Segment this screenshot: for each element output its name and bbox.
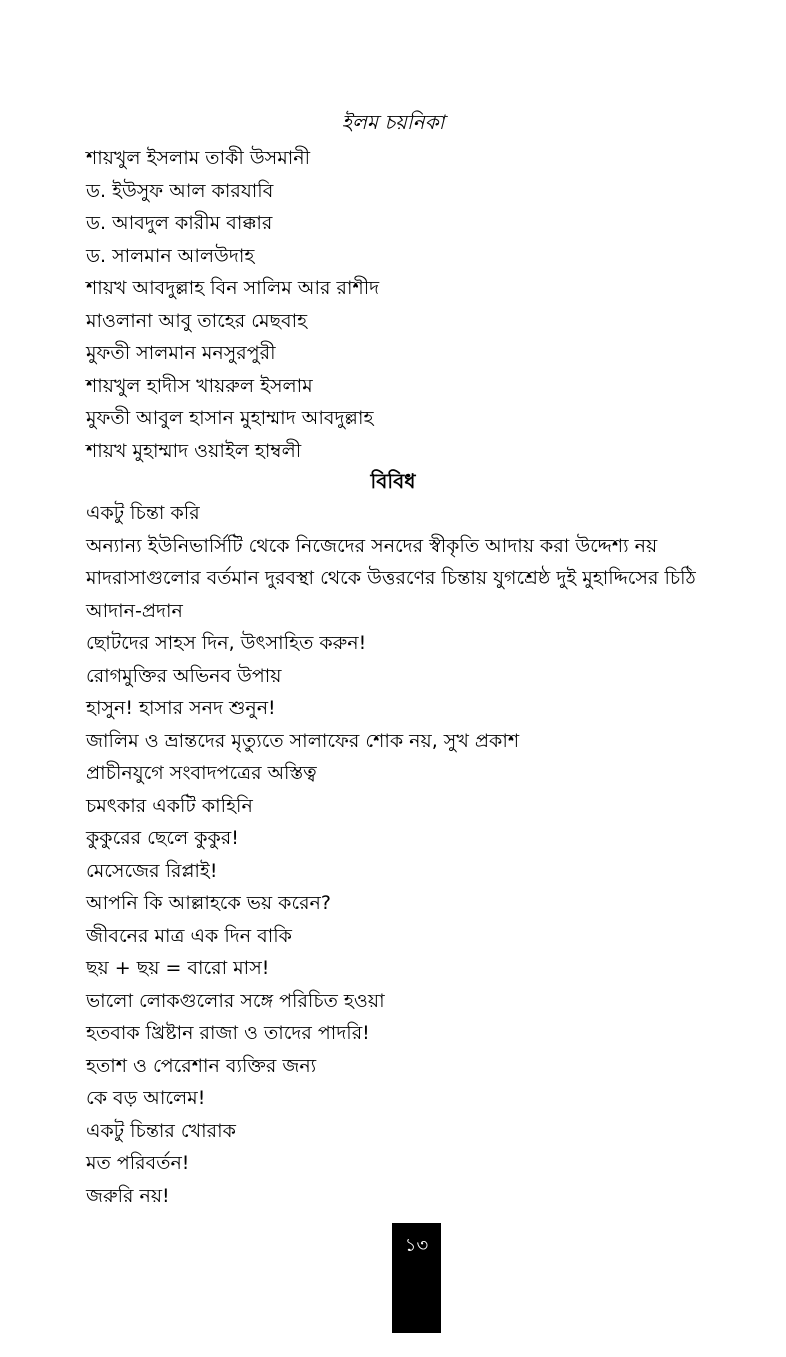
contents-list-bibidh — [86, 497, 696, 1212]
page-number-tab — [392, 1223, 441, 1333]
list-item: রোগমুক্তির অভিনব উপায় — [86, 664, 282, 687]
list-item: মত পরিবর্তন! — [86, 1152, 190, 1174]
list-item: আদান-প্রদান — [86, 599, 183, 622]
list-item: জরুরি নয়! — [86, 1184, 170, 1207]
page-number: ১৩ — [404, 1235, 429, 1256]
list-item: চমৎকার একটি কাহিনি — [86, 794, 253, 817]
list-item: ছোটদের সাহস দিন, উৎসাহিত করুন! — [86, 632, 367, 654]
list-item: অন্যান্য ইউনিভার্সিটি থেকে নিজেদের সনদের স্বীকৃতি আদায় করা উদ্দেশ্য নয় — [86, 534, 658, 557]
list-item: শায়খুল হাদীস খায়রুল ইসলাম — [86, 374, 313, 397]
section-heading-bibidh: বিবিধ — [370, 469, 416, 493]
list-item: মুফতী সালমান মনসুরপুরী — [86, 342, 276, 364]
list-item: আপনি কি আল্লাহকে ভয় করেন? — [86, 892, 331, 914]
list-item: মুফতী আবুল হাসান মুহাম্মাদ আবদুল্লাহ — [86, 407, 374, 429]
list-item: হতবাক খ্রিষ্টান রাজা ও তাদের পাদরি! — [86, 1022, 370, 1044]
list-item: কে বড় আলেম! — [86, 1087, 206, 1109]
list-item: হাসুন! হাসার সনদ শুনুন! — [86, 697, 276, 719]
list-item: কুকুরের ছেলে কুকুর! — [86, 827, 239, 849]
list-item: জালিম ও ভ্রান্তদের মৃত্যুতে সালাফের শোক নয়, সুখ প্রকাশ — [86, 729, 520, 752]
list-item: একটু চিন্তার খোরাক — [86, 1119, 236, 1142]
contents-list-ilm-choyonika — [86, 142, 379, 467]
list-item: ড. আবদুল কারীম বাক্কার — [86, 212, 273, 234]
list-item: হতাশ ও পেরেশান ব্যক্তির জন্য — [86, 1054, 317, 1077]
list-item: একটু চিন্তা করি — [86, 502, 200, 524]
list-item: শায়খ মুহাম্মাদ ওয়াইল হাম্বলী — [86, 439, 302, 462]
list-item: শায়খুল ইসলাম তাকী উসমানী — [86, 147, 311, 169]
list-item: ছয় + ছয় = বারো মাস! — [86, 957, 270, 979]
section-heading-ilm-choyonika: ইলম চয়নিকা — [341, 110, 445, 134]
list-item: মাওলানা আবু তাহের মেছবাহ — [86, 309, 308, 332]
list-item: শায়খ আবদুল্লাহ বিন সালিম আর রাশীদ — [86, 277, 380, 299]
list-item: ভালো লোকগুলোর সঙ্গে পরিচিত হওয়া — [86, 989, 385, 1012]
list-item: প্রাচীনযুগে সংবাদপত্রের অস্তিত্ব — [86, 762, 317, 784]
list-item: মাদরাসাগুলোর বর্তমান দুরবস্থা থেকে উত্তরণের চিন্তায় যুগশ্রেষ্ঠ দুই মুহাদ্দিসের চিঠি — [86, 567, 696, 589]
list-item: ড. সালমান আলউদাহ — [86, 244, 255, 267]
list-item: মেসেজের রিপ্লাই! — [86, 859, 218, 882]
list-item: জীবনের মাত্র এক দিন বাকি — [86, 924, 292, 947]
list-item: ড. ইউসুফ আল কারযাবি — [86, 179, 274, 202]
